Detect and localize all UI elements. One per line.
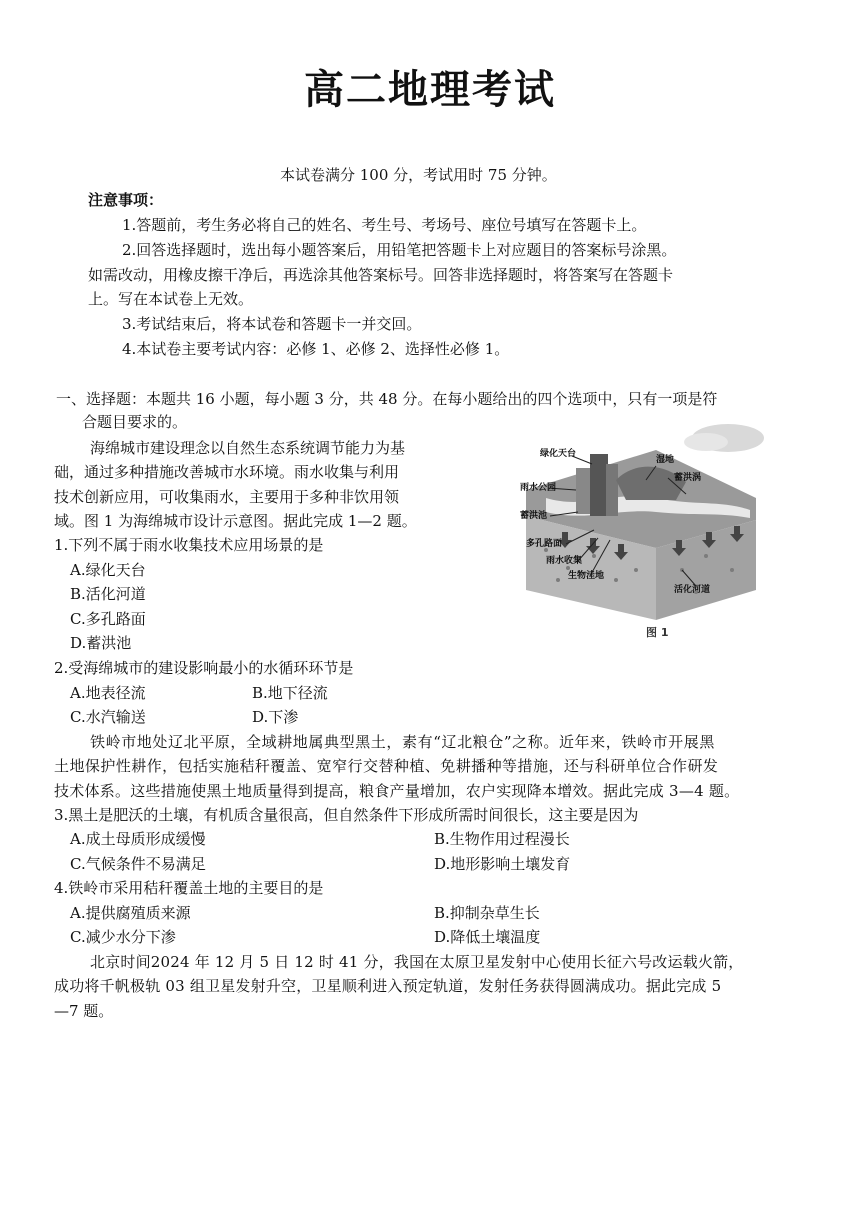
option-a: A.地表径流 bbox=[70, 684, 146, 702]
notice-item-2: 2.回答选择题时，选出每小题答案后，用铅笔把答题卡上对应题目的答案标号涂黑。 bbox=[122, 241, 677, 259]
option-d: D.地形影响土壤发育 bbox=[434, 855, 571, 873]
option-b: B.抑制杂草生长 bbox=[434, 904, 540, 922]
passage-line: 土地保护性耕作，包括实施秸秆覆盖、宽窄行交替种植、免耕播种等措施，还与科研单位合作研发 bbox=[54, 757, 719, 775]
option-c: C.水汽输送 bbox=[70, 708, 146, 726]
exam-intro: 本试卷满分 100 分，考试用时 75 分钟。 bbox=[280, 166, 557, 184]
question-stem: 1.下列不属于雨水收集技术应用场景的是 bbox=[54, 536, 324, 554]
page-title: 高二地理考试 bbox=[304, 67, 556, 113]
notice-heading: 注意事项： bbox=[88, 191, 164, 209]
option-d: D.蓄洪池 bbox=[70, 634, 132, 652]
option-b: B.生物作用过程漫长 bbox=[434, 830, 570, 848]
label-wetland: 湿地 bbox=[656, 455, 675, 465]
passage-line: 技术体系。这些措施使黑土地质量得到提高，粮食产量增加，农户实现降本增效。据此完成 3—4 题。 bbox=[54, 782, 740, 800]
sponge-city-diagram bbox=[506, 420, 764, 646]
notice-item-3: 3.考试结束后，将本试卷和答题卡一并交回。 bbox=[122, 315, 422, 333]
label-flood-pond: 蓄洪池 bbox=[520, 511, 548, 521]
notice-item-2-cont: 如需改动，用橡皮擦干净后，再选涂其他答案标号。回答非选择题时，将答案写在答题卡 bbox=[88, 266, 674, 284]
label-rain-collection: 雨水收集 bbox=[546, 556, 583, 566]
passage-line: 础，通过多种措施改善城市水环境。雨水收集与利用 bbox=[54, 463, 400, 481]
label-green-roof: 绿化天台 bbox=[540, 449, 577, 459]
option-a: A.成土母质形成缓慢 bbox=[70, 830, 206, 848]
option-d: D.下渗 bbox=[252, 708, 299, 726]
question-stem: 4.铁岭市采用秸秆覆盖土地的主要目的是 bbox=[54, 879, 324, 897]
passage-line: 成功将千帆极轨 03 组卫星发射升空，卫星顺利进入预定轨道，发射任务获得圆满成功。据此完成 5 bbox=[54, 977, 722, 995]
label-porous-road: 多孔路面 bbox=[526, 539, 563, 549]
label-rain-garden: 雨水公园 bbox=[520, 483, 557, 493]
option-d: D.降低土壤温度 bbox=[434, 928, 541, 946]
passage-line: 技术创新应用，可收集雨水，主要用于多种非饮用领 bbox=[54, 488, 400, 506]
passage-line: 域。图 1 为海绵城市设计示意图。据此完成 1—2 题。 bbox=[54, 512, 417, 530]
passage-line: 海绵城市建设理念以自然生态系统调节能力为基 bbox=[90, 439, 406, 457]
option-b: B.活化河道 bbox=[70, 585, 146, 603]
option-c: C.气候条件不易满足 bbox=[70, 855, 206, 873]
option-a: A.提供腐殖质来源 bbox=[70, 904, 191, 922]
notice-item-2-cont: 上。写在本试卷上无效。 bbox=[88, 290, 254, 308]
label-flood-basin: 蓄洪涡 bbox=[674, 473, 702, 483]
question-stem: 3.黑土是肥沃的土壤，有机质含量很高，但自然条件下形成所需时间很长，这主要是因为 bbox=[54, 806, 639, 824]
option-c: C.多孔路面 bbox=[70, 610, 146, 628]
section-heading-cont: 合题目要求的。 bbox=[82, 413, 188, 431]
option-b: B.地下径流 bbox=[252, 684, 328, 702]
option-c: C.减少水分下渗 bbox=[70, 928, 176, 946]
figure-caption: 图 1 bbox=[646, 626, 669, 639]
notice-item-1: 1.答题前，考生务必将自己的姓名、考生号、考场号、座位号填写在答题卡上。 bbox=[122, 216, 647, 234]
notice-item-4: 4.本试卷主要考试内容：必修 1、必修 2、选择性必修 1。 bbox=[122, 340, 510, 358]
label-bioswale: 生物洼地 bbox=[568, 571, 605, 581]
option-a: A.绿化天台 bbox=[70, 561, 146, 579]
passage-line: 铁岭市地处辽北平原，全域耕地属典型黑土，素有“辽北粮仓”之称。近年来，铁岭市开展黑 bbox=[90, 733, 715, 751]
label-living-river: 活化河道 bbox=[674, 585, 711, 595]
passage-line: —7 题。 bbox=[54, 1002, 114, 1020]
section-heading: 一、选择题：本题共 16 小题，每小题 3 分，共 48 分。在每小题给出的四个选项中，只有一项是符 bbox=[56, 390, 718, 408]
question-stem: 2.受海绵城市的建设影响最小的水循环环节是 bbox=[54, 659, 354, 677]
passage-line: 北京时间2024 年 12 月 5 日 12 时 41 分，我国在太原卫星发射中心使用长征六号改运载火箭， bbox=[90, 953, 744, 971]
